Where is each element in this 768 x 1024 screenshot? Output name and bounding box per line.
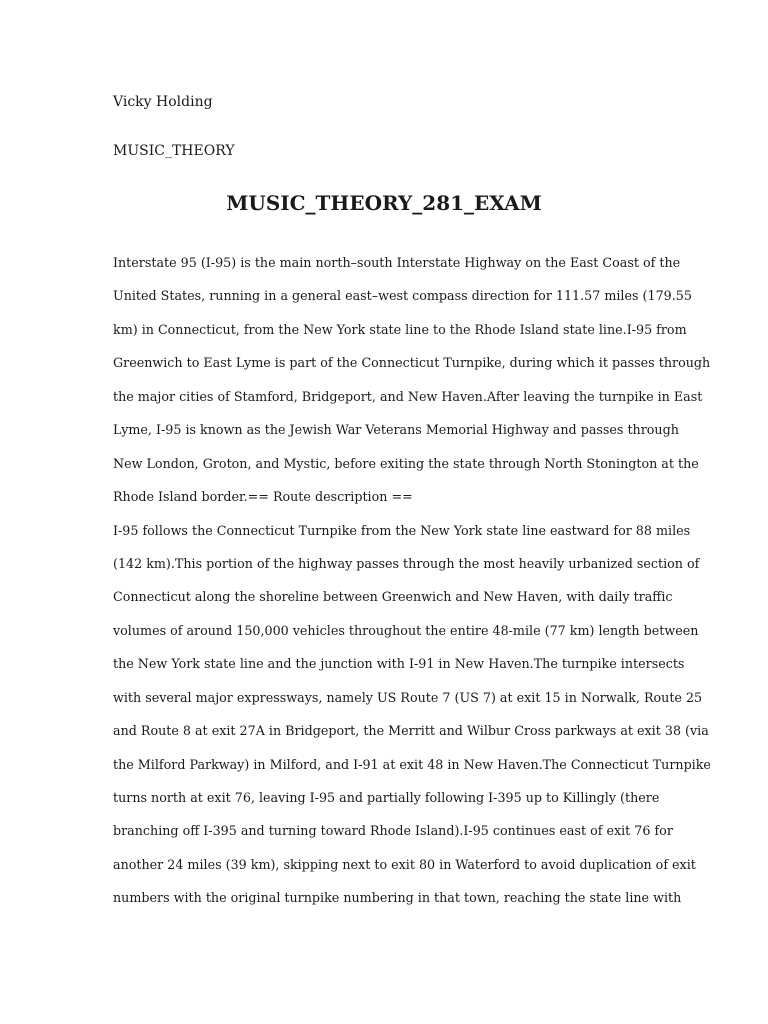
body-line: Connecticut along the shoreline between Greenwich and New Haven, with daily traffic [113, 589, 673, 605]
body-line: Greenwich to East Lyme is part of the Connecticut Turnpike, during which it passes through [113, 355, 711, 371]
author-name: Vicky Holding [113, 94, 213, 110]
document-title: MUSIC_THEORY_281_EXAM [226, 191, 542, 215]
body-line: the Milford Parkway) in Milford, and I-91 at exit 48 in New Haven.The Connecticut Turnpike [113, 756, 711, 772]
body-line: the major cities of Stamford, Bridgeport, and New Haven.After leaving the turnpike in East [113, 388, 703, 404]
course-name: MUSIC_THEORY [113, 143, 235, 159]
body-line: volumes of around 150,000 vehicles throughout the entire 48-mile (77 km) length between [113, 622, 699, 638]
body-text [113, 251, 711, 920]
body-line: (142 km).This portion of the highway passes through the most heavily urbanized section of [113, 555, 700, 571]
body-line: another 24 miles (39 km), skipping next to exit 80 in Waterford to avoid duplication of exit [113, 856, 696, 872]
body-line: United States, running in a general east–west compass direction for 111.57 miles (179.55 [113, 288, 692, 304]
body-line: Rhode Island border.== Route description == [113, 489, 413, 505]
body-line: New London, Groton, and Mystic, before exiting the state through North Stonington at the [113, 455, 699, 471]
body-line: the New York state line and the junction with I-91 in New Haven.The turnpike intersects [113, 656, 685, 672]
body-line: numbers with the original turnpike numbering in that town, reaching the state line with [113, 890, 682, 906]
body-line: with several major expressways, namely US Route 7 (US 7) at exit 15 in Norwalk, Route 25 [113, 689, 703, 705]
body-line: I-95 follows the Connecticut Turnpike from the New York state line eastward for 88 miles [113, 522, 691, 538]
body-line: Interstate 95 (I-95) is the main north–south Interstate Highway on the East Coast of the [113, 255, 681, 270]
body-line: turns north at exit 76, leaving I-95 and partially following I-395 up to Killingly (there [113, 790, 660, 805]
body-line: and Route 8 at exit 27A in Bridgeport, the Merritt and Wilbur Cross parkways at exit 38 (via [113, 723, 709, 739]
body-line: branching off I-395 and turning toward Rhode Island).I-95 continues east of exit 76 for [113, 823, 673, 839]
body-line: km) in Connecticut, from the New York state line to the Rhode Island state line.I-95 from [113, 321, 687, 337]
body-line: Lyme, I-95 is known as the Jewish War Veterans Memorial Highway and passes through [113, 422, 679, 438]
